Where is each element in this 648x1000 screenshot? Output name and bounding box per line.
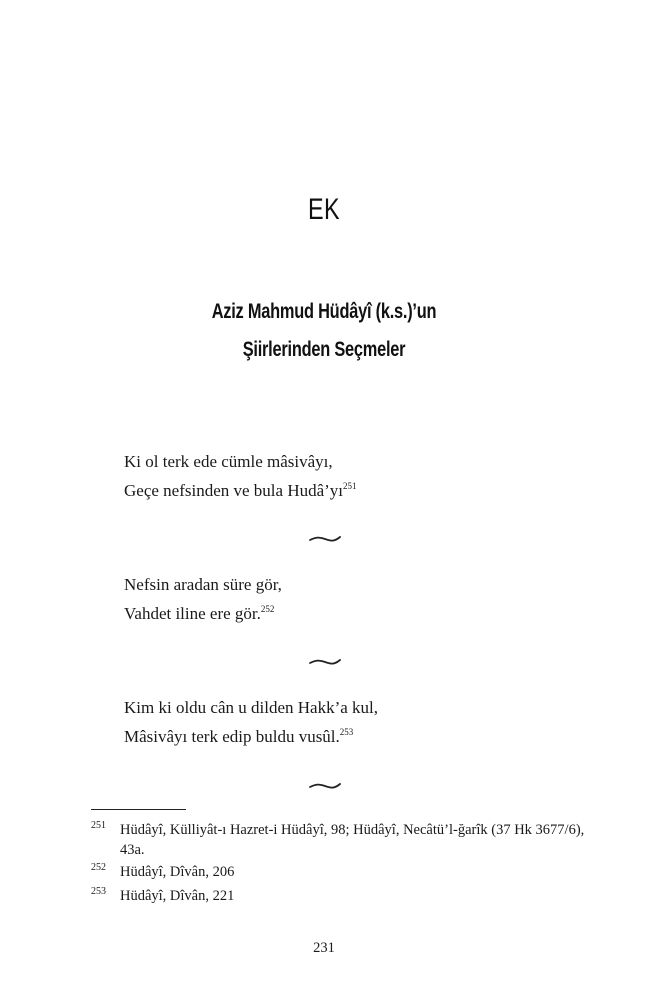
poem-stanza <box>124 570 282 628</box>
footnote-number: 253 <box>91 886 106 897</box>
footnote-number: 252 <box>91 862 106 873</box>
verse-line: Ki ol terk ede cümle mâsivâyı, <box>124 452 333 471</box>
footnote-text: Hüdâyî, Dîvân, 221 <box>120 888 235 904</box>
footnote-text: Hüdâyî, Dîvân, 206 <box>120 864 235 880</box>
footnote-reference: 252 <box>260 604 275 614</box>
footnote <box>91 886 591 906</box>
verse-line: Mâsivâyı terk edip buldu vusûl.$^{253}$ <box>124 727 354 746</box>
verse-line: Vahdet iline ere gör.$^{252}$ <box>124 604 275 623</box>
footnote <box>91 862 591 882</box>
verse-line: Geçe nefsinden ve bula $Hudâ’yı^{251}$ <box>124 481 357 500</box>
footnote-number: 251 <box>91 820 106 831</box>
verse-line: Nefsin aradan süre gör, <box>124 575 282 594</box>
footnote-separator <box>91 809 186 810</box>
page-subtitle <box>71 293 576 369</box>
page-number: 231 <box>313 940 335 956</box>
footnote-text: Hüdâyî, Külliyât-ı Hazret-i Hüdâyî, 98; Hüdâyî, Necâtü’l-ğarîk (37 Hk 3677/6), 43a. <box>120 822 585 858</box>
subtitle-line-1: Aziz Mahmud Hüdâyî (k.s.)’un <box>211 300 437 323</box>
section-title: EK <box>307 193 341 226</box>
ornament-divider <box>309 532 341 546</box>
subtitle-line-2: Şiirlerinden Seçmeler <box>242 338 406 361</box>
poem-stanza <box>124 447 357 505</box>
footnote <box>91 820 591 860</box>
poem-stanza <box>124 693 378 751</box>
footnote-reference: 253 <box>339 727 354 737</box>
ornament-divider <box>309 655 341 669</box>
verse-line: Kim ki oldu cân u dilden Hakk’a kul, <box>124 698 379 717</box>
footnote-reference: 251 <box>343 481 357 491</box>
ornament-divider <box>309 779 341 793</box>
